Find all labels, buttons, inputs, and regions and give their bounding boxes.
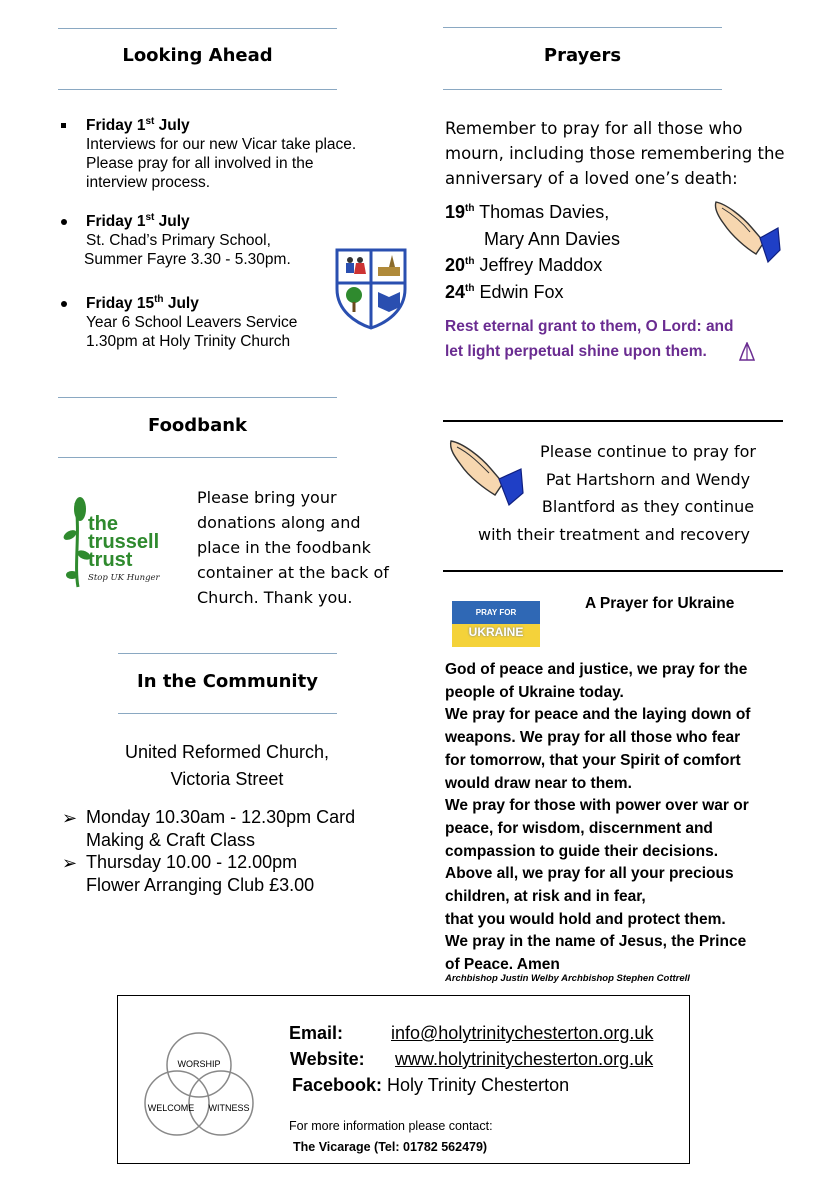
anniversary-row: 19th Thomas Davies, xyxy=(445,202,610,222)
venn-label-worship: WORSHIP xyxy=(177,1059,221,1069)
trussell-wordmark: the trussell trust xyxy=(88,513,160,571)
small-praying-hands-icon xyxy=(737,342,757,362)
section-rule xyxy=(58,457,337,458)
trussell-tagline: Stop UK Hunger xyxy=(88,573,160,583)
section-rule xyxy=(118,653,337,654)
praying-hands-icon xyxy=(712,198,782,264)
website-label: Website: xyxy=(290,1049,365,1069)
more-info-text: For more information please contact: xyxy=(289,1119,493,1133)
anniversary-row: 24th Edwin Fox xyxy=(445,281,564,302)
school-crest-icon xyxy=(334,247,408,331)
pray-for-ukraine-badge xyxy=(452,601,540,647)
section-rule xyxy=(118,713,337,714)
foodbank-text: Please bring your donations along and place in the foodbank container at the back of Church. Thank you. xyxy=(197,488,389,607)
square-bullet-icon xyxy=(61,123,66,128)
prayers-intro: Remember to pray for all those who mourn, including those remembering the anniversary of a loved one’s death: xyxy=(445,119,785,188)
section-rule xyxy=(443,420,783,422)
email-label: Email: xyxy=(289,1023,344,1043)
badge-bottom-text: UKRAINE xyxy=(468,625,524,639)
continue-pray-text-last: with their treatment and recovery xyxy=(478,525,750,544)
prayers-title: Prayers xyxy=(543,45,622,66)
community-title: In the Community xyxy=(137,671,318,692)
venn-label-welcome: WELCOME xyxy=(147,1103,195,1113)
round-bullet-icon xyxy=(61,219,67,225)
anniversary-row: Mary Ann Davies xyxy=(484,228,621,249)
section-rule xyxy=(58,28,337,29)
trussell-trust-logo xyxy=(48,491,184,599)
event-item: Friday 15th July Year 6 School Leavers Service 1.30pm at Holy Trinity Church xyxy=(86,293,298,350)
facebook-line: Facebook: Holy Trinity Chesterton xyxy=(292,1075,570,1095)
rest-eternal-text: Rest eternal grant to them, O Lord: and let light perpetual shine upon them. xyxy=(445,318,734,360)
section-rule xyxy=(58,397,337,398)
vicarage-contact: The Vicarage (Tel: 01782 562479) xyxy=(293,1140,488,1154)
ukraine-prayer: God of peace and justice, we pray for the people of Ukraine today. We pray for peace and the laying down of weapons. We pray for all those who fear for tomorrow, that your Spirit of comfort would draw near to them. We pray for those with power over war or peace, for wisdom, discernment and compassion to guide their decisions. Above all, we pray for all your precious children, at risk and in fear, that you would hold and protect them. We pray in the name of Jesus, the Prince of Peace. Amen xyxy=(445,661,751,974)
community-item: Thursday 10.00 - 12.00pm Flower Arranging Club £3.00 xyxy=(86,852,315,895)
section-rule xyxy=(443,89,722,90)
anniversary-list xyxy=(445,199,620,305)
praying-hands-icon xyxy=(447,437,527,507)
arrow-bullet-icon: ➢ xyxy=(62,853,78,873)
community-item: Monday 10.30am - 12.30pm Card Making & Craft Class xyxy=(86,807,356,850)
continue-pray-text: Please continue to pray for Pat Hartshorn and Wendy Blantford as they continue xyxy=(540,442,756,516)
venn-label-witness: WITNESS xyxy=(208,1103,250,1113)
ukraine-attribution: Archbishop Justin Welby Archbishop Stephen Cottrell xyxy=(445,973,690,984)
section-rule xyxy=(58,89,337,90)
anniversary-row: 20th Jeffrey Maddox xyxy=(445,255,603,275)
section-rule xyxy=(443,570,783,572)
round-bullet-icon xyxy=(61,301,67,307)
section-rule xyxy=(443,27,722,28)
venn-diagram xyxy=(137,1025,261,1141)
foodbank-title: Foodbank xyxy=(148,415,247,436)
looking-ahead-title: Looking Ahead xyxy=(122,45,273,66)
badge-top-text: PRAY FOR xyxy=(475,608,517,617)
community-venue: United Reformed Church, Victoria Street xyxy=(124,742,330,789)
email-link[interactable]: info@holytrinitychesterton.org.uk xyxy=(391,1023,654,1043)
event-item: Friday 1st July St. Chad’s Primary School, Summer Fayre 3.30 - 5.30pm. xyxy=(84,211,291,268)
arrow-bullet-icon: ➢ xyxy=(62,808,78,828)
website-link[interactable]: www.holytrinitychesterton.org.uk xyxy=(395,1049,654,1069)
ukraine-title: A Prayer for Ukraine xyxy=(585,595,735,612)
event-item: Friday 1st July Interviews for our new Vicar take place. Please pray for all involved in the interview process. xyxy=(86,115,357,191)
